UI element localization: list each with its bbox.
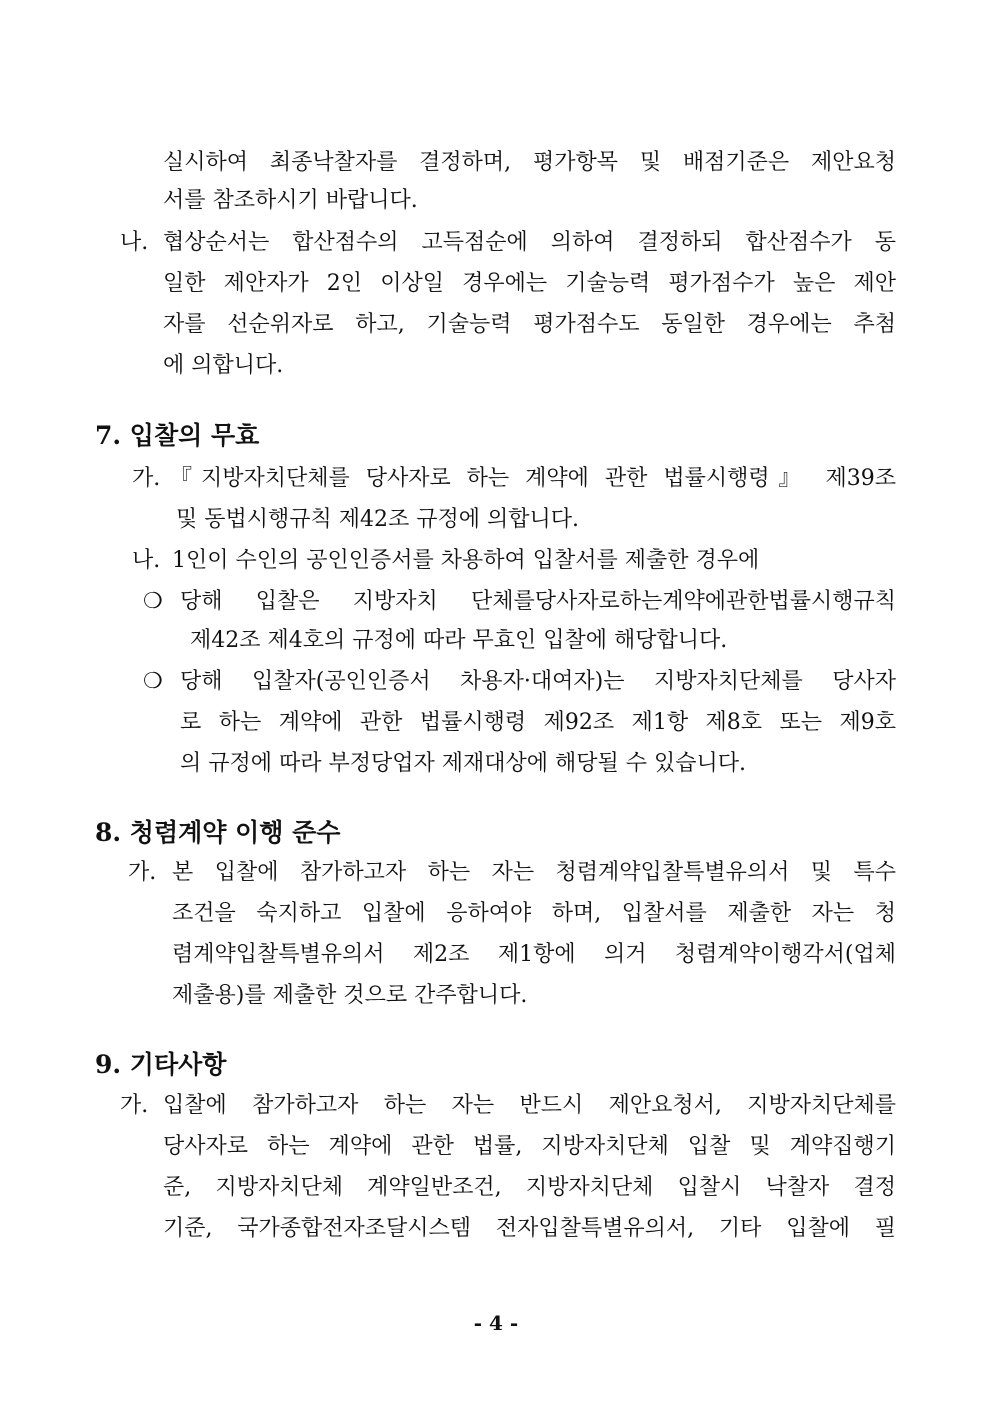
bullet-circle-icon: ❍ (143, 589, 163, 614)
section9-item-ga-line-1: 입찰에 참가하고자 하는 자는 반드시 제안요청서, 지방자치단체를 (163, 1093, 896, 1118)
section9-item-ga-line-3: 준, 지방자치단체 계약일반조건, 지방자치단체 입찰시 낙찰자 결정 (163, 1175, 896, 1200)
section8-item-ga-line-3: 렴계약입찰특별유의서 제2조 제1항에 의거 청렴계약이행각서(업체 (172, 942, 896, 967)
continuation-line-2: 서를 참조하시기 바랍니다. (163, 188, 418, 213)
section7-item-ga-line-2: 및 동법시행규칙 제42조 규정에 의합니다. (176, 507, 579, 532)
section8-item-ga-line-4: 제출용)를 제출한 것으로 간주합니다. (172, 983, 528, 1008)
section8-item-ga-line-1: 본 입찰에 참가하고자 하는 자는 청렴계약입찰특별유의서 및 특수 (172, 860, 896, 885)
section7-item-ga-line-1: 『지방자치단체를 당사자로 하는 계약에 관한 법률시행령』 제39조 (170, 466, 896, 491)
section7-item-na-marker: 나. (132, 548, 161, 573)
section8-heading: 8. 청렴계약 이행 준수 (95, 818, 341, 847)
section6-item-na-line-1: 협상순서는 합산점수의 고득점순에 의하여 결정하되 합산점수가 동 (163, 230, 896, 255)
section9-item-ga-line-4: 기준, 국가종합전자조달시스템 전자입찰특별유의서, 기타 입찰에 필 (163, 1216, 896, 1241)
section9-item-ga-marker: 가. (120, 1093, 149, 1118)
section7-bullet-2-line-3: 의 규정에 따라 부정당업자 제재대상에 해당될 수 있습니다. (180, 751, 746, 776)
section6-item-na-marker: 나. (120, 230, 149, 255)
section7-bullet-2-line-1: 당해 입찰자(공인인증서 차용자·대여자)는 지방자치단체를 당사자 (180, 669, 896, 694)
section7-heading: 7. 입찰의 무효 (95, 421, 260, 450)
section8-item-ga-line-2: 조건을 숙지하고 입찰에 응하여야 하며, 입찰서를 제출한 자는 청 (172, 901, 896, 926)
section9-heading: 9. 기타사항 (95, 1050, 227, 1079)
section7-bullet-2-line-2: 로 하는 계약에 관한 법률시행령 제92조 제1항 제8호 또는 제9호 (180, 710, 896, 735)
section6-item-na-line-4: 에 의합니다. (163, 353, 284, 378)
section7-bullet-1-line-1: 당해 입찰은 지방자치 단체를당사자로하는계약에관한법률시행규칙 (180, 589, 896, 614)
section6-item-na-line-2: 일한 제안자가 2인 이상일 경우에는 기술능력 평가점수가 높은 제안 (163, 271, 896, 296)
section7-item-ga-marker: 가. (132, 466, 161, 491)
bullet-circle-icon: ❍ (143, 669, 163, 694)
page-number: - 4 - (473, 1311, 519, 1335)
section8-item-ga-marker: 가. (128, 860, 157, 885)
continuation-line-1: 실시하여 최종낙찰자를 결정하며, 평가항목 및 배점기준은 제안요청 (163, 150, 896, 175)
section7-bullet-1-line-2: 제42조 제4호의 규정에 따라 무효인 입찰에 해당합니다. (190, 628, 728, 653)
section6-item-na-line-3: 자를 선순위자로 하고, 기술능력 평가점수도 동일한 경우에는 추첨 (163, 312, 896, 337)
section7-item-na-line-1: 1인이 수인의 공인인증서를 차용하여 입찰서를 제출한 경우에 (172, 548, 760, 573)
section9-item-ga-line-2: 당사자로 하는 계약에 관한 법률, 지방자치단체 입찰 및 계약집행기 (163, 1134, 896, 1159)
